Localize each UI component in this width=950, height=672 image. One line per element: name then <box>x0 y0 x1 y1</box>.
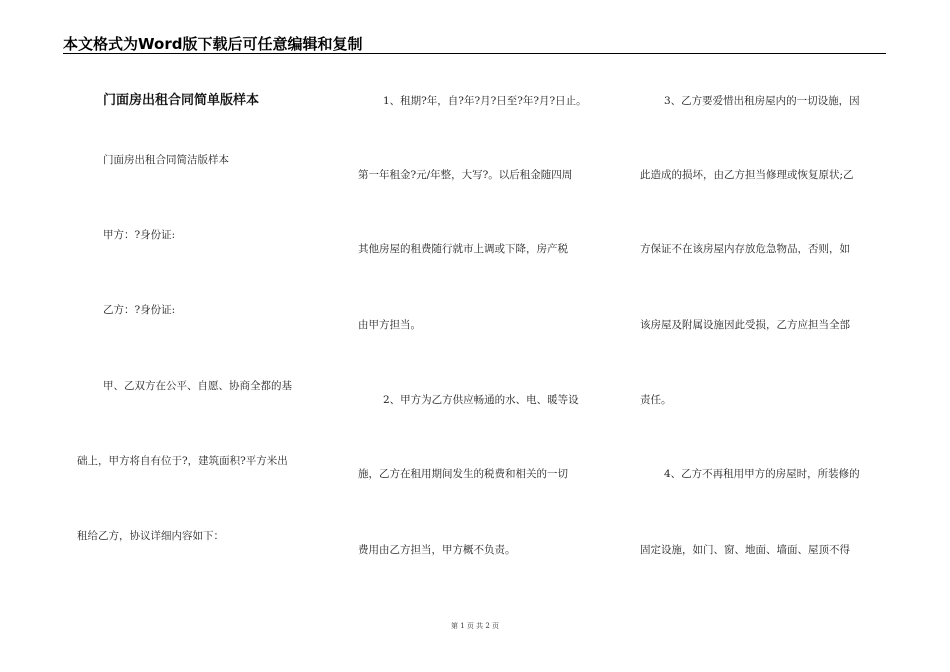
col1-line: 甲、乙双方在公平、自愿、协商全都的基 <box>103 380 292 392</box>
col2-line: 施，乙方在租用期间发生的税费和相关的一切 <box>358 468 568 480</box>
col2-line: 其他房屋的租费随行就市上调或下降，房产税 <box>358 243 568 255</box>
col3-line: 固定设施，如门、窗、地面、墙面、屋顶不得 <box>640 544 850 556</box>
col3-line: 该房屋及附属设施因此受损，乙方应担当全部 <box>640 319 850 331</box>
col3-line: 此造成的损坏，由乙方担当修理或恢复原状;乙 <box>640 169 854 181</box>
col1-line: 乙方：?身份证: <box>103 304 176 316</box>
col3-line: 方保证不在该房屋内存放危急物品，否则，如 <box>640 243 850 255</box>
document-title: 门面房出租合同简单版样本 <box>103 93 260 108</box>
page-number: 第 1 页 共 2 页 <box>450 622 500 630</box>
document-header: 本文格式为Word版下载后可任意编辑和复制 <box>63 35 363 53</box>
col3-line: 4、乙方不再租用甲方的房屋时，所装修的 <box>664 468 860 480</box>
col2-line: 第一年租金?元/年整，大写?。以后租金随四周 <box>358 169 573 181</box>
col1-line: 租给乙方，协议详细内容如下： <box>77 530 224 542</box>
col3-line: 责任。 <box>640 394 672 406</box>
col3-line: 3、乙方要爱惜出租房屋内的一切设施，因 <box>664 95 860 107</box>
col2-line: 费用由乙方担当，甲方概不负责。 <box>358 544 516 556</box>
col2-line: 1、租期?年，自?年?月?日至?年?月?日止。 <box>383 95 587 107</box>
col2-line: 由甲方担当。 <box>358 319 421 331</box>
header-divider <box>63 53 886 54</box>
col1-line: 础上，甲方将自有位于?，建筑面积?平方米出 <box>77 455 288 467</box>
col1-line: 甲方：?身份证: <box>103 229 176 241</box>
col1-line: 门面房出租合同简洁版样本 <box>103 154 229 166</box>
col2-line: 2、甲方为乙方供应畅通的水、电、暖等设 <box>383 394 579 406</box>
